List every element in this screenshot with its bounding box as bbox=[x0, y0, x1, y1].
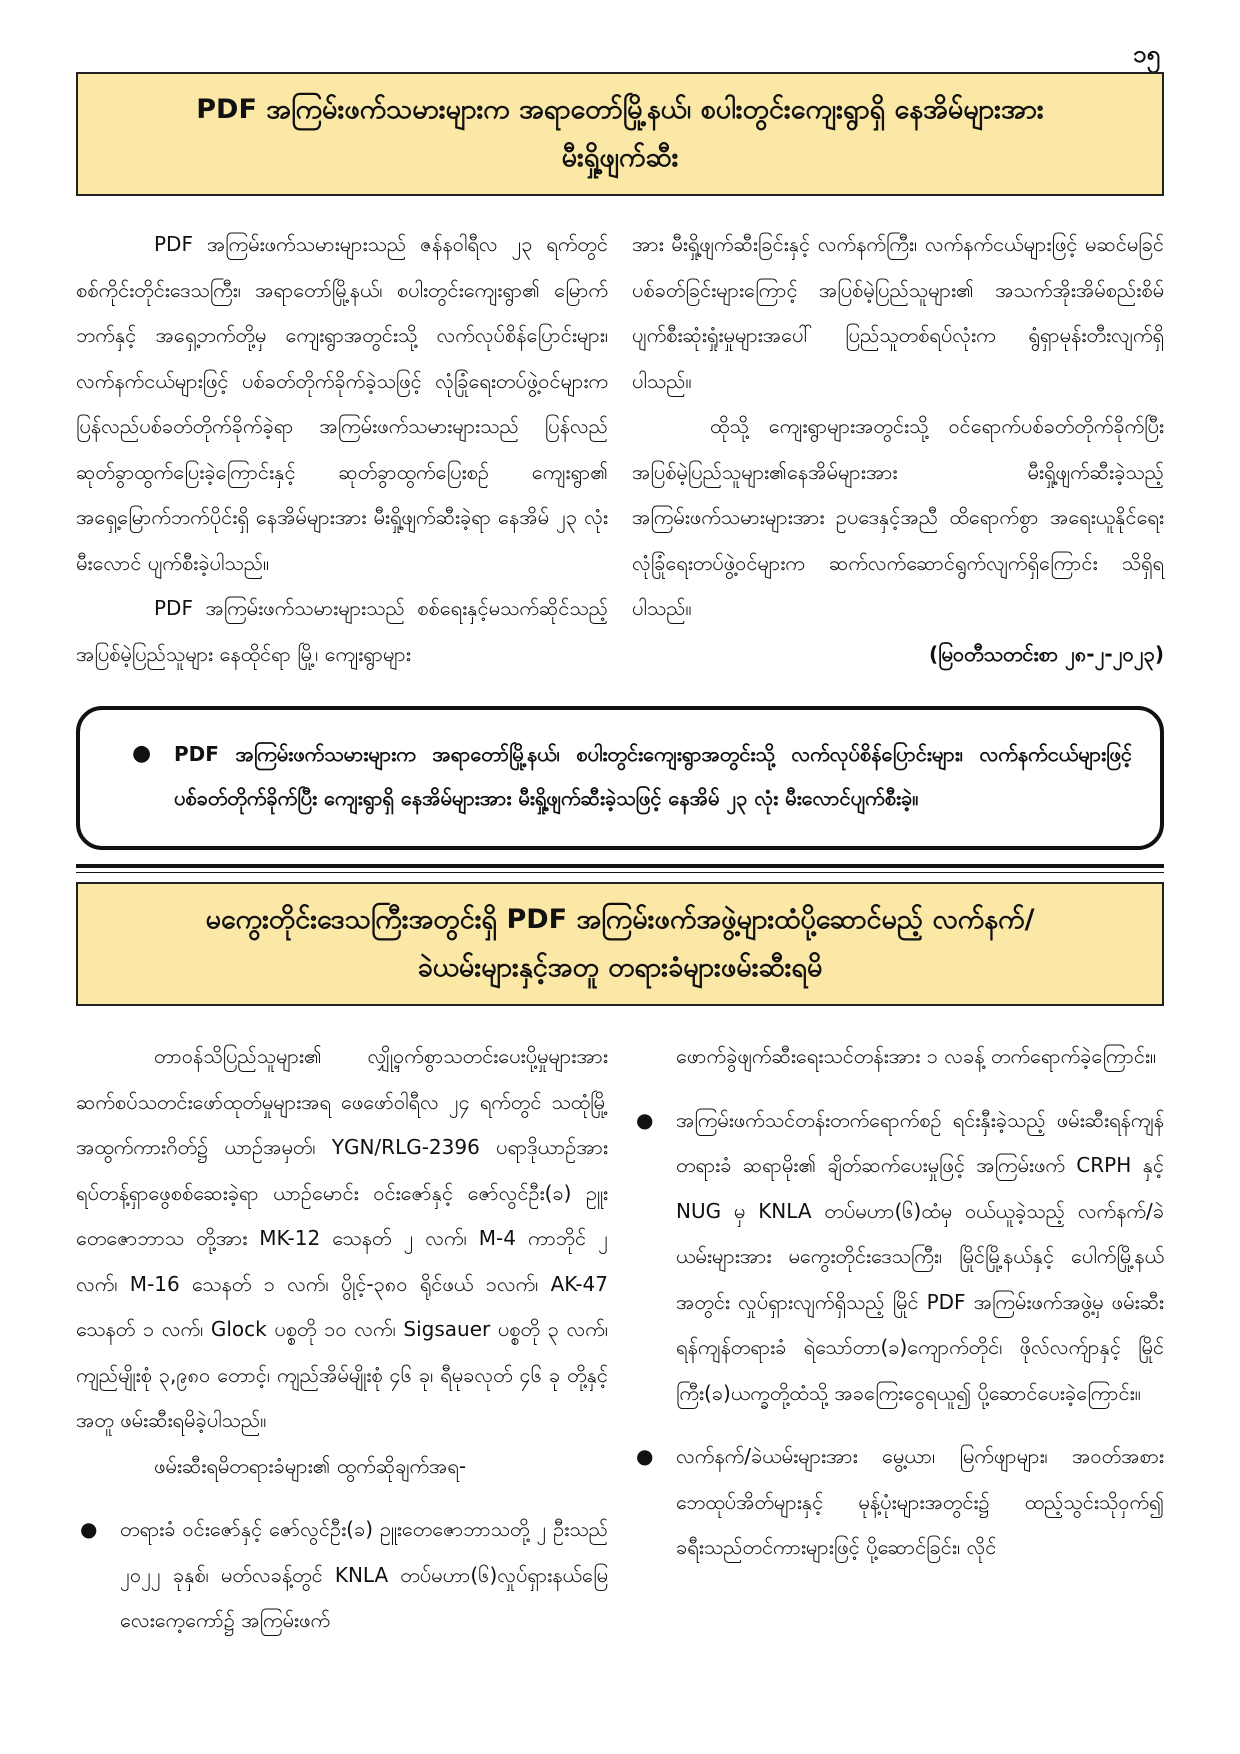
article1-paragraph-2: PDF အကြမ်းဖက်သမားများသည် စစ်ရေးနှင့်မသက်ဆိုင်သည့် အပြစ်မဲ့ပြည်သူများ နေထိုင်ရာ မြို့၊ ကျေးရွာများ bbox=[76, 596, 608, 666]
article2-bullet-2-text: အကြမ်းဖက်သင်တန်းတက်ရောက်စဉ် ရင်းနှီးခဲ့သည့် ဖမ်းဆီးရန်ကျန် တရားခံ ဆရာမိုး၏ ချိတ်ဆက်ပေးမှုဖြင့် အကြမ်းဖက် CRPH နှင့် NUG မှ KNLA တပ်မဟာ(၆)ထံမှ ဝယ်ယူခဲ့သည့် လက်နက်/ခဲယမ်းများအား မကွေးတိုင်းဒေသကြီး၊ မြိုင်မြို့နယ်နှင့် ပေါက်မြို့နယ်အတွင်း လှုပ်ရှားလျက်ရှိသည့် မြိုင် PDF အကြမ်းဖက်အဖွဲ့မှ ဖမ်းဆီးရန်ကျန်တရားခံ ရဲသော်တာ(ခ)ကျောက်တိုင်၊ ဖိုလ်လက်ျာနှင့် မြိုင်ကြီး(ခ)ယက္ခတို့ထံသို့ အခကြေးငွေရယူ၍ ပို့ဆောင်ပေးခဲ့ကြောင်း။ bbox=[676, 1107, 1164, 1405]
article2-headline bbox=[76, 882, 1164, 1006]
article2-bullet-2 bbox=[632, 1098, 1164, 1417]
section-divider-thin bbox=[76, 872, 1164, 873]
article2-headline-line1: မကွေးတိုင်းဒေသကြီးအတွင်းရှိ PDF အကြမ်းဖက်အဖွဲ့များထံပို့ဆောင်မည့် လက်နက်/ bbox=[205, 904, 1035, 935]
article1-left-column bbox=[76, 222, 608, 677]
article2-paragraph-1: တာဝန်သိပြည်သူများ၏ လျှို့ဝှက်စွာသတင်းပေးပို့မှုများအား ဆက်စပ်သတင်းဖော်ထုတ်မှုများအရ ဖေဖော်ဝါရီလ ၂၄ ရက်တွင် သထုံမြို့အထွက်ကားဂိတ်၌ ယာဉ်အမှတ်၊ YGN/RLG-2396 ပရာဒိုယာဉ်အား ရပ်တန့်ရှာဖွေစစ်ဆေးခဲ့ရာ ယာဉ်မောင်း ဝင်းဇော်နှင့် ဇော်လွင်ဦး(ခ) ဥူးတေဇောဘာသ တို့အား MK-12 သေနတ် ၂ လက်၊ M-4 ကာဘိုင် ၂ လက်၊ M-16 သေနတ် ၁ လက်၊ ပွိုင့်-၃၈၀ ရိုင်ဖယ် ၁လက်၊ AK-47 သေနတ် ၁ လက်၊ Glock ပစ္စတို ၁၀ လက်၊ Sigsauer ပစ္စတို ၃ လက်၊ ကျည်မျိုးစုံ ၃,၉၈၀ တောင့်၊ ကျည်အိမ်မျိုးစုံ ၄၆ ခု၊ ရီမုခလုတ် ၄၆ ခု တို့နှင့်အတူ ဖမ်းဆီးရမိခဲ့ပါသည်။ bbox=[76, 1044, 609, 1432]
article2-bullet-1 bbox=[76, 1507, 608, 1644]
article2-bullet-3 bbox=[632, 1434, 1164, 1571]
bullet-icon: ● bbox=[636, 1444, 654, 1468]
article1-headline-line1: PDF အကြမ်းဖက်သမားများက အရာတော်မြို့နယ်၊ စပါးတွင်းကျေးရွာရှိ နေအိမ်များအား bbox=[196, 94, 1044, 125]
article2-bullet-1-text: တရားခံ ဝင်းဇော်နှင့် ဇော်လွင်ဦး(ခ) ဥူးတေဇောဘာသတို့ ၂ ဦးသည် ၂၀၂၂ ခုနှစ်၊ မတ်လခန့်တွင် KNLA တပ်မဟာ(၆)လှုပ်ရှားနယ်မြေ လေးကေ့ကော်၌ အကြမ်းဖက် bbox=[120, 1517, 608, 1632]
article2-bullet-1-continued: ဖောက်ခွဲဖျက်ဆီးရေးသင်တန်းအား ၁ လခန့် တက်ရောက်ခဲ့ကြောင်း။ bbox=[676, 1044, 1157, 1068]
article2-bullet-3-text: လက်နက်/ခဲယမ်းများအား မွေ့ယာ၊ မြက်ဖျာများ၊ အဝတ်အစားဘေထုပ်အိတ်များနှင့် မုန့်ပုံးများအတွင်း၌ ထည့်သွင်းသိုဝှက်၍ ခရီးသည်တင်ကားများဖြင့် ပို့ဆောင်ခြင်း၊ လိုင် bbox=[676, 1444, 1164, 1559]
summary-bullet bbox=[120, 732, 1132, 820]
article1-paragraph-1: PDF အကြမ်းဖက်သမားများသည် ဇန်နဝါရီလ ၂၃ ရက်တွင် စစ်ကိုင်းတိုင်းဒေသကြီး၊ အရာတော်မြို့နယ်၊ စပါးတွင်းကျေးရွာ၏ မြောက်ဘက်နှင့် အရှေ့ဘက်တို့မှ ကျေးရွာအတွင်းသို့ လက်လုပ်စိန်ပြောင်းများ၊ လက်နက်ငယ်များဖြင့် ပစ်ခတ်တိုက်ခိုက်ခဲ့သဖြင့် လုံခြုံရေးတပ်ဖွဲ့ဝင်များက ပြန်လည်ပစ်ခတ်တိုက်ခိုက်ခဲ့ရာ အကြမ်းဖက်သမားများသည် ပြန်လည်ဆုတ်ခွာထွက်ပြေးခဲ့ကြောင်းနှင့် ဆုတ်ခွာထွက်ပြေးစဉ် ကျေးရွာ၏ အရှေ့မြောက်ဘက်ပိုင်းရှိ နေအိမ်များအား မီးရှို့ဖျက်ဆီးခဲ့ရာ နေအိမ် ၂၃ လုံး မီးလောင် ပျက်စီးခဲ့ပါသည်။ bbox=[76, 232, 608, 575]
bullet-icon: ● bbox=[636, 1107, 654, 1132]
article1-paragraph-3: ထိုသို့ ကျေးရွာများအတွင်းသို့ ဝင်ရောက်ပစ်ခတ်တိုက်ခိုက်ပြီး အပြစ်မဲ့ပြည်သူများ၏နေအိမ်များအား မီးရှို့ဖျက်ဆီးခဲ့သည့် အကြမ်းဖက်သမားများအား ဥပဒေနှင့်အညီ ထိရောက်စွာ အရေးယူနိုင်ရေး လုံခြုံရေးတပ်ဖွဲ့ဝင်များက ဆက်လက်ဆောင်ရွက်လျက်ရှိကြောင်း သိရှိရပါသည်။ bbox=[632, 414, 1164, 620]
bullet-icon: ● bbox=[132, 741, 152, 766]
article1-paragraph-2-continued: အား မီးရှို့ဖျက်ဆီးခြင်းနှင့် လက်နက်ကြီး၊ လက်နက်ငယ်များဖြင့် မဆင်မခြင်ပစ်ခတ်ခြင်းများကြောင့် အပြစ်မဲ့ပြည်သူများ၏ အသက်အိုးအိမ်စည်းစိမ် ပျက်စီးဆုံးရှုံးမှုများအပေါ် ပြည်သူတစ်ရပ်လုံးက ရွံရှာမုန်းတီးလျက်ရှိပါသည်။ bbox=[632, 232, 1164, 393]
summary-box bbox=[76, 706, 1164, 850]
article2-headline-line2: ခဲယမ်းများနှင့်အတူ တရားခံများဖမ်းဆီးရမိ bbox=[417, 952, 823, 983]
section-divider-thick bbox=[76, 864, 1164, 868]
bullet-icon: ● bbox=[80, 1517, 98, 1541]
article1-headline bbox=[76, 72, 1164, 196]
article1-source: (မြဝတီသတင်းစာ ၂၈-၂-၂၀၂၃) bbox=[928, 641, 1164, 666]
article2-paragraph-2: ဖမ်းဆီးရမိတရားခံများ၏ ထွက်ဆိုချက်အရ- bbox=[154, 1453, 467, 1478]
article1-right-column bbox=[632, 222, 1164, 677]
summary-text: PDF အကြမ်းဖက်သမားများက အရာတော်မြို့နယ်၊ စပါးတွင်းကျေးရွာအတွင်းသို့ လက်လုပ်စိန်ပြောင်းများ၊ လက်နက်ငယ်များဖြင့် ပစ်ခတ်တိုက်ခိုက်ပြီး ကျေးရွာရှိ နေအိမ်များအား မီးရှို့ဖျက်ဆီးခဲ့သဖြင့် နေအိမ် ၂၃ လုံး မီးလောင်ပျက်စီးခဲ့။ bbox=[174, 742, 1132, 810]
article2-right-column bbox=[632, 1034, 1164, 1571]
page-number: ၁၅ bbox=[1133, 40, 1160, 68]
article1-headline-line2: မီးရှို့ဖျက်ဆီး bbox=[561, 142, 679, 173]
article2-left-column bbox=[76, 1034, 608, 1644]
